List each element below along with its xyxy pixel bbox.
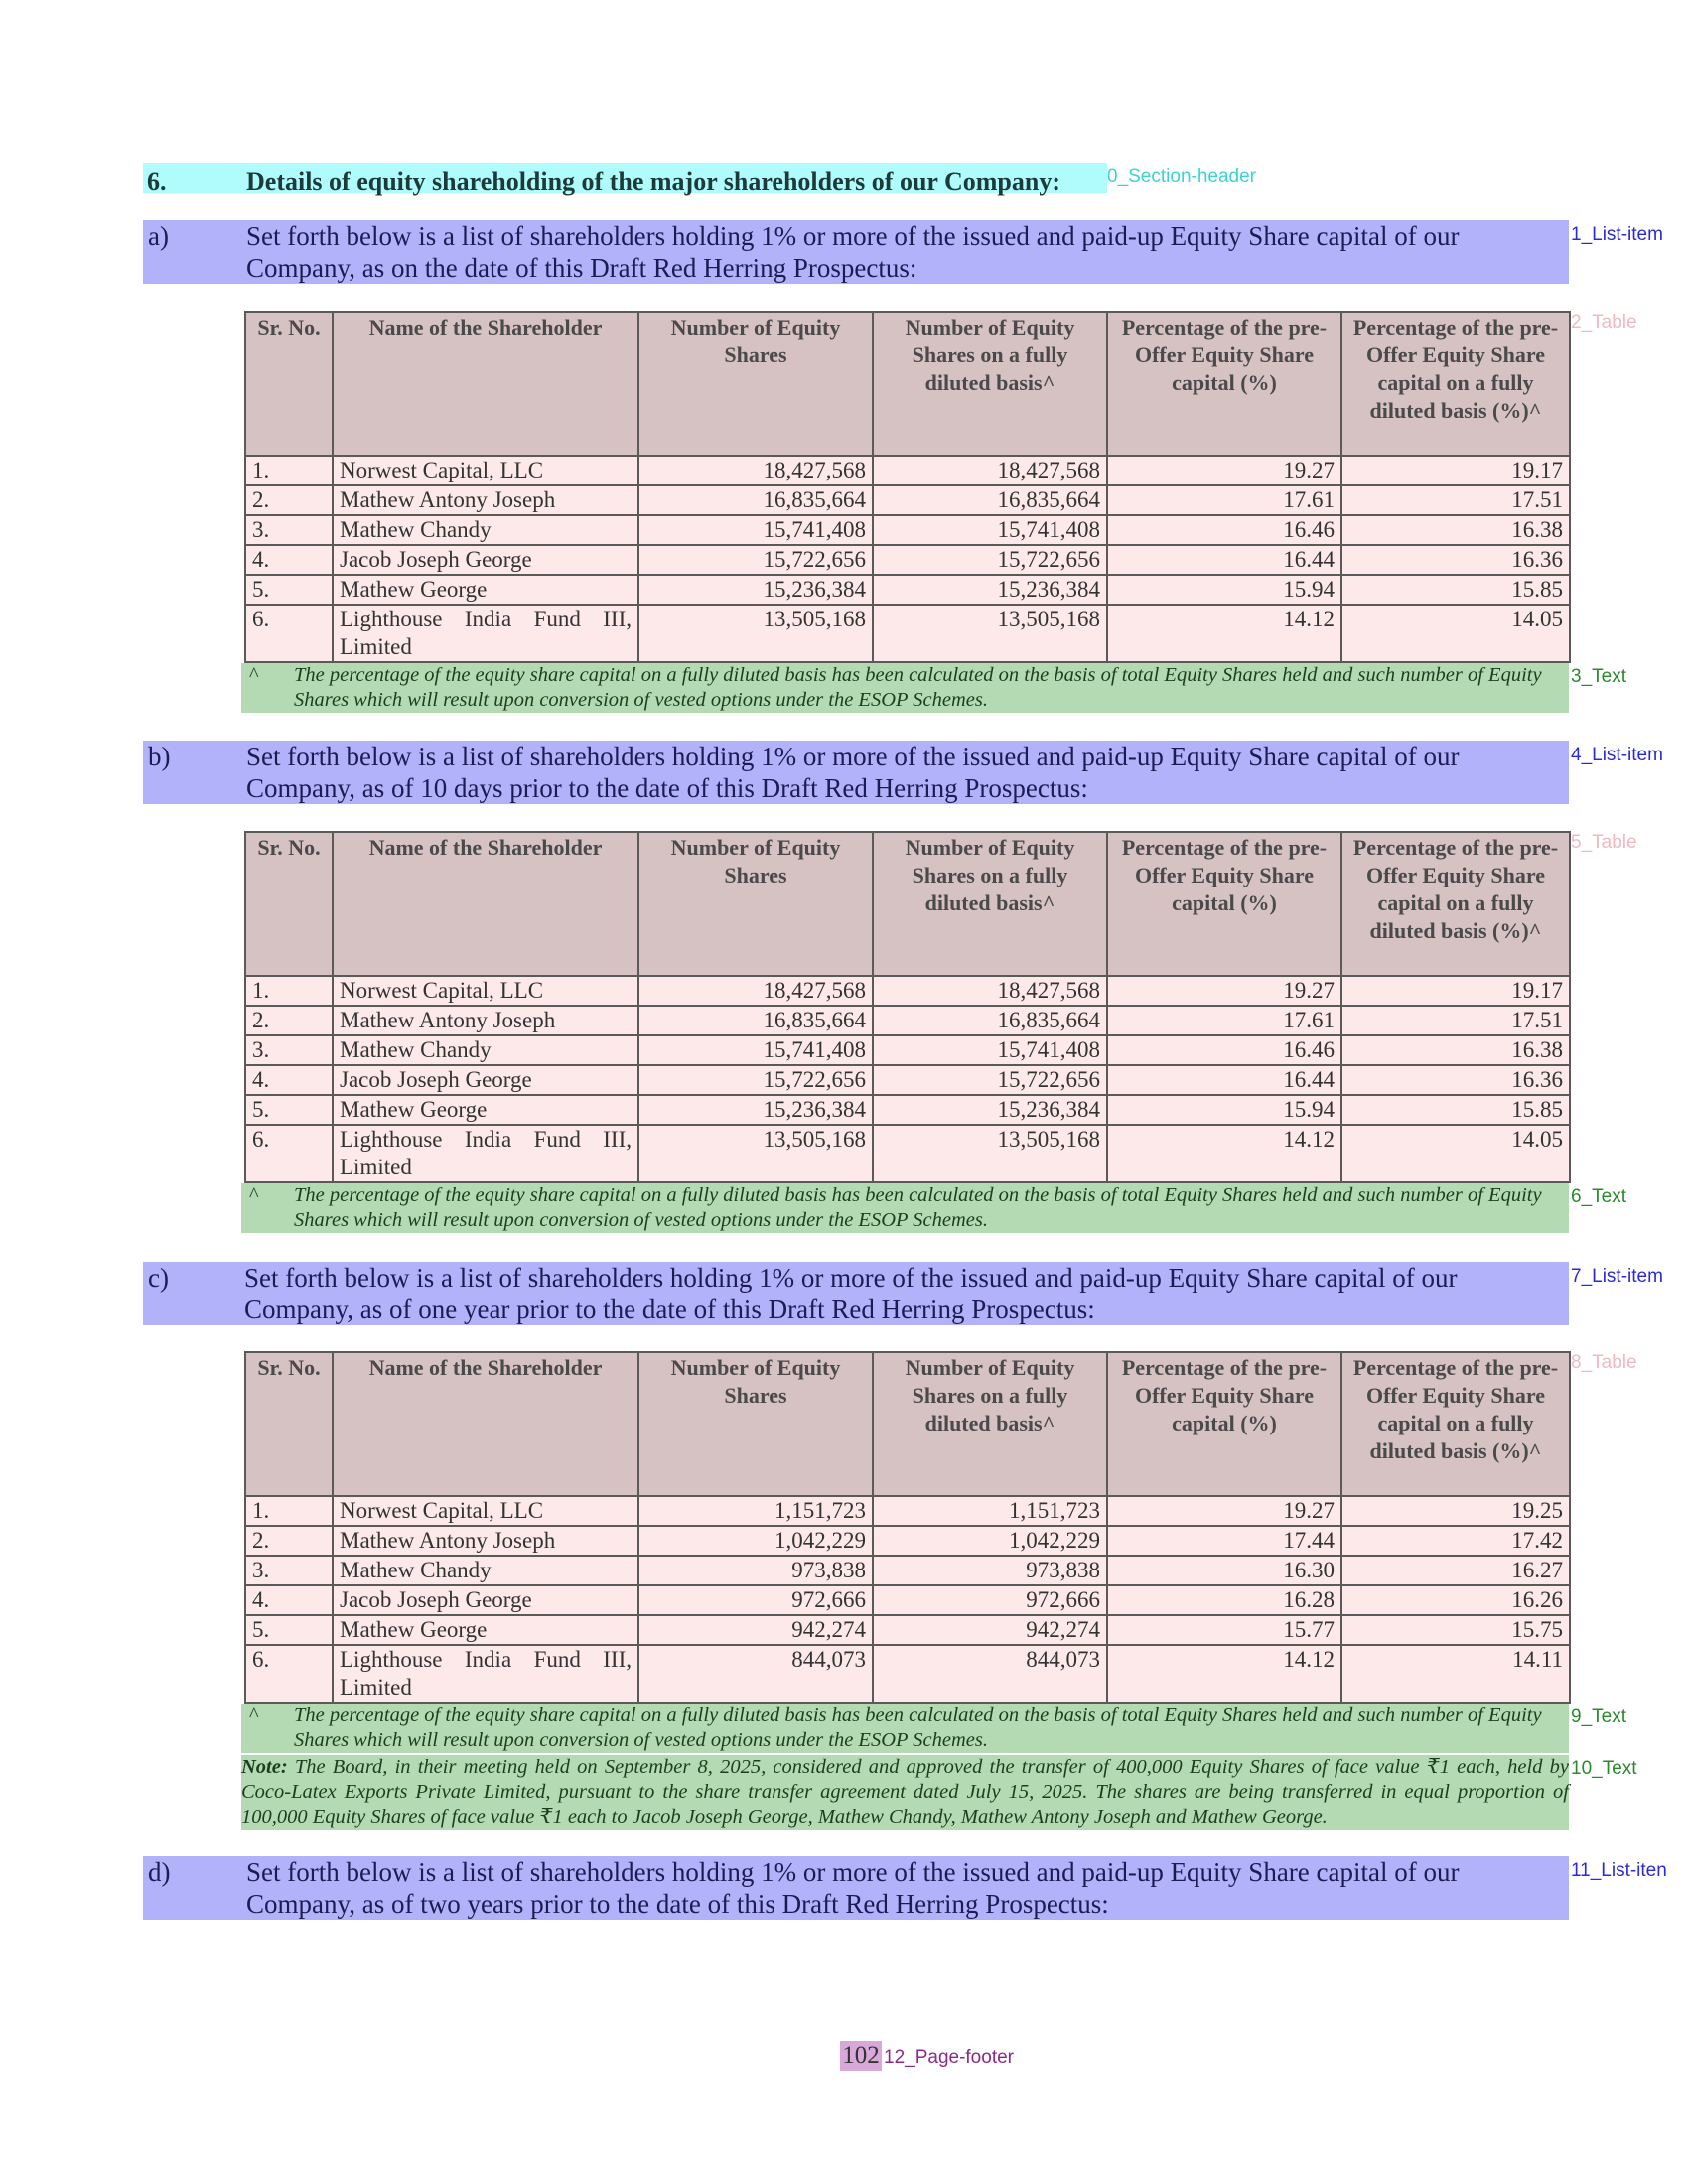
cell-shareholder-name: Jacob Joseph George — [333, 1065, 638, 1095]
col-header-shareholder-name: Name of the Shareholder — [333, 312, 638, 456]
cell-diluted-shares: 15,741,408 — [873, 1035, 1107, 1065]
cell-diluted-shares: 18,427,568 — [873, 456, 1107, 485]
table-row — [245, 1645, 1570, 1703]
list-marker: a) — [148, 221, 169, 251]
cell-diluted-pct: 19.17 — [1341, 976, 1570, 1006]
cell-sr-no: 6. — [245, 1645, 333, 1703]
table-row — [245, 605, 1570, 662]
col-header-shareholder-name: Name of the Shareholder — [333, 832, 638, 976]
cell-sr-no: 2. — [245, 1006, 333, 1035]
section-header — [143, 163, 1107, 196]
table-header-row — [245, 1352, 1570, 1496]
table-row — [245, 515, 1570, 545]
page-number: 102 — [840, 2041, 882, 2071]
label-list-c: 7_List-item — [1571, 1266, 1663, 1287]
cell-shareholder-name: Mathew Chandy — [333, 1035, 638, 1065]
footnote-text: The percentage of the equity share capital on a fully diluted basis has been calculated on the basis of total Equity Shares held and such number of Equity Shares which will result upon conversion of vested options under the ESOP Schemes. — [294, 1705, 1542, 1751]
table-row — [245, 1556, 1570, 1585]
cell-sr-no: 4. — [245, 1065, 333, 1095]
cell-sr-no: 1. — [245, 1496, 333, 1526]
list-text: Set forth below is a list of shareholders holding 1% or more of the issued and paid-up Equity Share capital of our Company, as on the date of this Draft Red Herring Prospectus: — [246, 221, 1460, 283]
cell-diluted-pct: 17.51 — [1341, 485, 1570, 515]
cell-pre-offer-pct: 14.12 — [1107, 1645, 1341, 1703]
cell-pre-offer-pct: 19.27 — [1107, 456, 1341, 485]
cell-pre-offer-pct: 17.61 — [1107, 485, 1341, 515]
cell-sr-no: 1. — [245, 456, 333, 485]
cell-diluted-shares: 15,722,656 — [873, 1065, 1107, 1095]
cell-sr-no: 5. — [245, 1095, 333, 1125]
cell-diluted-pct: 14.11 — [1341, 1645, 1570, 1703]
col-header-diluted-pct: Percentage of the pre- Offer Equity Share capital on a fully diluted basis (%)^ — [1341, 312, 1570, 456]
cell-diluted-pct: 16.27 — [1341, 1556, 1570, 1585]
label-text-c2: 10_Text — [1571, 1758, 1637, 1779]
col-header-diluted-shares: Number of Equity Shares on a fully diluted basis^ — [873, 832, 1107, 976]
cell-equity-shares: 15,236,384 — [638, 575, 873, 605]
cell-sr-no: 6. — [245, 605, 333, 662]
cell-diluted-pct: 14.05 — [1341, 605, 1570, 662]
footnote-b — [241, 1183, 1569, 1233]
cell-equity-shares: 1,151,723 — [638, 1496, 873, 1526]
cell-equity-shares: 15,722,656 — [638, 545, 873, 575]
col-header-diluted-pct: Percentage of the pre- Offer Equity Share capital on a fully diluted basis (%)^ — [1341, 832, 1570, 976]
cell-diluted-shares: 13,505,168 — [873, 605, 1107, 662]
table-row — [245, 1615, 1570, 1645]
cell-diluted-pct: 16.38 — [1341, 515, 1570, 545]
cell-pre-offer-pct: 16.46 — [1107, 1035, 1341, 1065]
footnote-text: The percentage of the equity share capital on a fully diluted basis has been calculated on the basis of total Equity Shares held and such number of Equity Shares which will result upon conversion of vested options under the ESOP Schemes. — [294, 1184, 1542, 1231]
cell-pre-offer-pct: 16.44 — [1107, 1065, 1341, 1095]
label-table-c: 8_Table — [1571, 1352, 1637, 1373]
cell-equity-shares: 942,274 — [638, 1615, 873, 1645]
col-header-diluted-shares: Number of Equity Shares on a fully diluted basis^ — [873, 312, 1107, 456]
cell-pre-offer-pct: 16.30 — [1107, 1556, 1341, 1585]
list-item-c — [143, 1262, 1569, 1325]
cell-equity-shares: 18,427,568 — [638, 976, 873, 1006]
cell-shareholder-name: Jacob Joseph George — [333, 545, 638, 575]
cell-sr-no: 4. — [245, 1585, 333, 1615]
cell-pre-offer-pct: 16.46 — [1107, 515, 1341, 545]
cell-diluted-shares: 16,835,664 — [873, 485, 1107, 515]
note-board-transfer — [241, 1755, 1569, 1830]
cell-equity-shares: 15,741,408 — [638, 515, 873, 545]
col-header-equity-shares: Number of Equity Shares — [638, 832, 873, 976]
cell-diluted-shares: 15,236,384 — [873, 1095, 1107, 1125]
cell-diluted-shares: 973,838 — [873, 1556, 1107, 1585]
cell-equity-shares: 1,042,229 — [638, 1526, 873, 1556]
label-section-header: 0_Section-header — [1107, 166, 1256, 187]
label-table-a: 2_Table — [1571, 312, 1637, 333]
label-text-c: 9_Text — [1571, 1706, 1626, 1727]
list-item-b — [143, 741, 1569, 804]
cell-diluted-pct: 15.85 — [1341, 575, 1570, 605]
cell-pre-offer-pct: 16.44 — [1107, 545, 1341, 575]
cell-shareholder-name: Norwest Capital, LLC — [333, 976, 638, 1006]
cell-shareholder-name: Lighthouse India Fund III, Limited — [333, 1125, 638, 1182]
cell-equity-shares: 972,666 — [638, 1585, 873, 1615]
cell-equity-shares: 13,505,168 — [638, 1125, 873, 1182]
table-row — [245, 1006, 1570, 1035]
cell-equity-shares: 16,835,664 — [638, 485, 873, 515]
label-list-b: 4_List-item — [1571, 745, 1663, 765]
cell-diluted-pct: 16.26 — [1341, 1585, 1570, 1615]
cell-equity-shares: 15,741,408 — [638, 1035, 873, 1065]
cell-shareholder-name: Mathew George — [333, 1095, 638, 1125]
cell-diluted-pct: 14.05 — [1341, 1125, 1570, 1182]
footnote-caret: ^ — [249, 1184, 259, 1206]
table-row — [245, 456, 1570, 485]
cell-shareholder-name: Norwest Capital, LLC — [333, 1496, 638, 1526]
col-header-diluted-pct: Percentage of the pre- Offer Equity Share capital on a fully diluted basis (%)^ — [1341, 1352, 1570, 1496]
table-row — [245, 1526, 1570, 1556]
cell-shareholder-name: Mathew Chandy — [333, 515, 638, 545]
col-header-pre-offer-pct: Percentage of the pre- Offer Equity Share capital (%) — [1107, 1352, 1341, 1496]
cell-sr-no: 3. — [245, 515, 333, 545]
cell-shareholder-name: Lighthouse India Fund III, Limited — [333, 1645, 638, 1703]
cell-sr-no: 6. — [245, 1125, 333, 1182]
shareholders-table-c — [244, 1351, 1571, 1704]
col-header-diluted-shares: Number of Equity Shares on a fully diluted basis^ — [873, 1352, 1107, 1496]
section-number: 6. — [147, 167, 167, 196]
cell-diluted-shares: 1,042,229 — [873, 1526, 1107, 1556]
cell-diluted-pct: 19.25 — [1341, 1496, 1570, 1526]
table-row — [245, 976, 1570, 1006]
cell-shareholder-name: Norwest Capital, LLC — [333, 456, 638, 485]
footnote-caret: ^ — [249, 664, 259, 686]
cell-pre-offer-pct: 15.94 — [1107, 1095, 1341, 1125]
cell-pre-offer-pct: 16.28 — [1107, 1585, 1341, 1615]
table-row — [245, 575, 1570, 605]
table-row — [245, 1065, 1570, 1095]
note-text: The Board, in their meeting held on September 8, 2025, considered and approved the transfer of 400,000 Equity Shares of face value ₹1 each, held by Coco-Latex Exports Private Limited, pursuant to the share transfer agreement dated July 15, 2025. The shares are being transferred in equal proportion of 100,000 Equity Shares of face value ₹1 each to Jacob Joseph George, Mathew Chandy, Mathew Antony Joseph and Mathew George. — [241, 1756, 1569, 1828]
cell-pre-offer-pct: 19.27 — [1107, 1496, 1341, 1526]
cell-shareholder-name: Mathew Antony Joseph — [333, 485, 638, 515]
cell-equity-shares: 16,835,664 — [638, 1006, 873, 1035]
cell-diluted-pct: 16.36 — [1341, 1065, 1570, 1095]
cell-diluted-pct: 19.17 — [1341, 456, 1570, 485]
list-text: Set forth below is a list of shareholders holding 1% or more of the issued and paid-up Equity Share capital of our Company, as of one year prior to the date of this Draft Red Herring Prospectus: — [244, 1263, 1458, 1324]
cell-pre-offer-pct: 17.44 — [1107, 1526, 1341, 1556]
table-header-row — [245, 312, 1570, 456]
label-footer: 12_Page-footer — [884, 2047, 1014, 2068]
cell-shareholder-name: Mathew Chandy — [333, 1556, 638, 1585]
cell-sr-no: 5. — [245, 575, 333, 605]
table-row — [245, 1125, 1570, 1182]
section-title: Details of equity shareholding of the major shareholders of our Company: — [246, 167, 1060, 196]
col-header-pre-offer-pct: Percentage of the pre- Offer Equity Share capital (%) — [1107, 312, 1341, 456]
cell-pre-offer-pct: 14.12 — [1107, 1125, 1341, 1182]
table-row — [245, 1496, 1570, 1526]
table-row — [245, 545, 1570, 575]
cell-equity-shares: 15,722,656 — [638, 1065, 873, 1095]
footnote-c — [241, 1704, 1569, 1753]
label-text-b: 6_Text — [1571, 1186, 1626, 1207]
cell-diluted-pct: 15.75 — [1341, 1615, 1570, 1645]
cell-diluted-shares: 15,722,656 — [873, 545, 1107, 575]
shareholders-table-b — [244, 831, 1571, 1183]
cell-sr-no: 3. — [245, 1556, 333, 1585]
cell-equity-shares: 18,427,568 — [638, 456, 873, 485]
cell-sr-no: 5. — [245, 1615, 333, 1645]
cell-diluted-pct: 17.51 — [1341, 1006, 1570, 1035]
table-row — [245, 1035, 1570, 1065]
cell-diluted-pct: 15.85 — [1341, 1095, 1570, 1125]
cell-equity-shares: 15,236,384 — [638, 1095, 873, 1125]
label-list-d: 11_List-iten — [1571, 1860, 1667, 1881]
cell-diluted-shares: 15,741,408 — [873, 515, 1107, 545]
col-header-sr-no: Sr. No. — [245, 832, 333, 976]
table-row — [245, 1095, 1570, 1125]
list-marker: d) — [148, 1857, 171, 1887]
cell-sr-no: 1. — [245, 976, 333, 1006]
shareholders-table-a — [244, 311, 1571, 663]
list-marker: b) — [148, 742, 171, 771]
list-item-a — [143, 220, 1569, 284]
cell-diluted-pct: 16.38 — [1341, 1035, 1570, 1065]
cell-shareholder-name: Mathew George — [333, 575, 638, 605]
cell-pre-offer-pct: 19.27 — [1107, 976, 1341, 1006]
cell-diluted-pct: 17.42 — [1341, 1526, 1570, 1556]
table-row — [245, 485, 1570, 515]
col-header-sr-no: Sr. No. — [245, 312, 333, 456]
cell-shareholder-name: Mathew Antony Joseph — [333, 1006, 638, 1035]
cell-equity-shares: 13,505,168 — [638, 605, 873, 662]
cell-shareholder-name: Lighthouse India Fund III, Limited — [333, 605, 638, 662]
col-header-equity-shares: Number of Equity Shares — [638, 312, 873, 456]
cell-sr-no: 2. — [245, 1526, 333, 1556]
cell-diluted-shares: 16,835,664 — [873, 1006, 1107, 1035]
cell-pre-offer-pct: 15.77 — [1107, 1615, 1341, 1645]
footnote-a — [241, 663, 1569, 713]
cell-shareholder-name: Jacob Joseph George — [333, 1585, 638, 1615]
label-list-a: 1_List-item — [1571, 224, 1663, 245]
table-row — [245, 1585, 1570, 1615]
cell-diluted-shares: 1,151,723 — [873, 1496, 1107, 1526]
cell-shareholder-name: Mathew George — [333, 1615, 638, 1645]
cell-sr-no: 4. — [245, 545, 333, 575]
label-text-a: 3_Text — [1571, 666, 1626, 687]
cell-diluted-shares: 844,073 — [873, 1645, 1107, 1703]
table-header-row — [245, 832, 1570, 976]
cell-diluted-shares: 15,236,384 — [873, 575, 1107, 605]
list-marker: c) — [148, 1263, 169, 1293]
cell-diluted-pct: 16.36 — [1341, 545, 1570, 575]
cell-pre-offer-pct: 15.94 — [1107, 575, 1341, 605]
cell-diluted-shares: 942,274 — [873, 1615, 1107, 1645]
col-header-pre-offer-pct: Percentage of the pre- Offer Equity Share capital (%) — [1107, 832, 1341, 976]
cell-sr-no: 2. — [245, 485, 333, 515]
list-item-d — [143, 1856, 1569, 1920]
cell-diluted-shares: 13,505,168 — [873, 1125, 1107, 1182]
label-table-b: 5_Table — [1571, 832, 1637, 853]
list-text: Set forth below is a list of shareholders holding 1% or more of the issued and paid-up Equity Share capital of our Company, as of 10 days prior to the date of this Draft Red Herring Prospectus: — [246, 742, 1460, 803]
cell-diluted-shares: 18,427,568 — [873, 976, 1107, 1006]
note-label: Note: — [241, 1756, 288, 1778]
col-header-sr-no: Sr. No. — [245, 1352, 333, 1496]
cell-pre-offer-pct: 17.61 — [1107, 1006, 1341, 1035]
col-header-shareholder-name: Name of the Shareholder — [333, 1352, 638, 1496]
cell-sr-no: 3. — [245, 1035, 333, 1065]
col-header-equity-shares: Number of Equity Shares — [638, 1352, 873, 1496]
footnote-text: The percentage of the equity share capital on a fully diluted basis has been calculated on the basis of total Equity Shares held and such number of Equity Shares which will result upon conversion of vested options under the ESOP Schemes. — [294, 664, 1542, 711]
cell-diluted-shares: 972,666 — [873, 1585, 1107, 1615]
cell-shareholder-name: Mathew Antony Joseph — [333, 1526, 638, 1556]
footnote-caret: ^ — [249, 1705, 259, 1726]
cell-pre-offer-pct: 14.12 — [1107, 605, 1341, 662]
cell-equity-shares: 844,073 — [638, 1645, 873, 1703]
cell-equity-shares: 973,838 — [638, 1556, 873, 1585]
list-text: Set forth below is a list of shareholders holding 1% or more of the issued and paid-up Equity Share capital of our Company, as of two years prior to the date of this Draft Red Herring Prospectus: — [246, 1857, 1460, 1919]
